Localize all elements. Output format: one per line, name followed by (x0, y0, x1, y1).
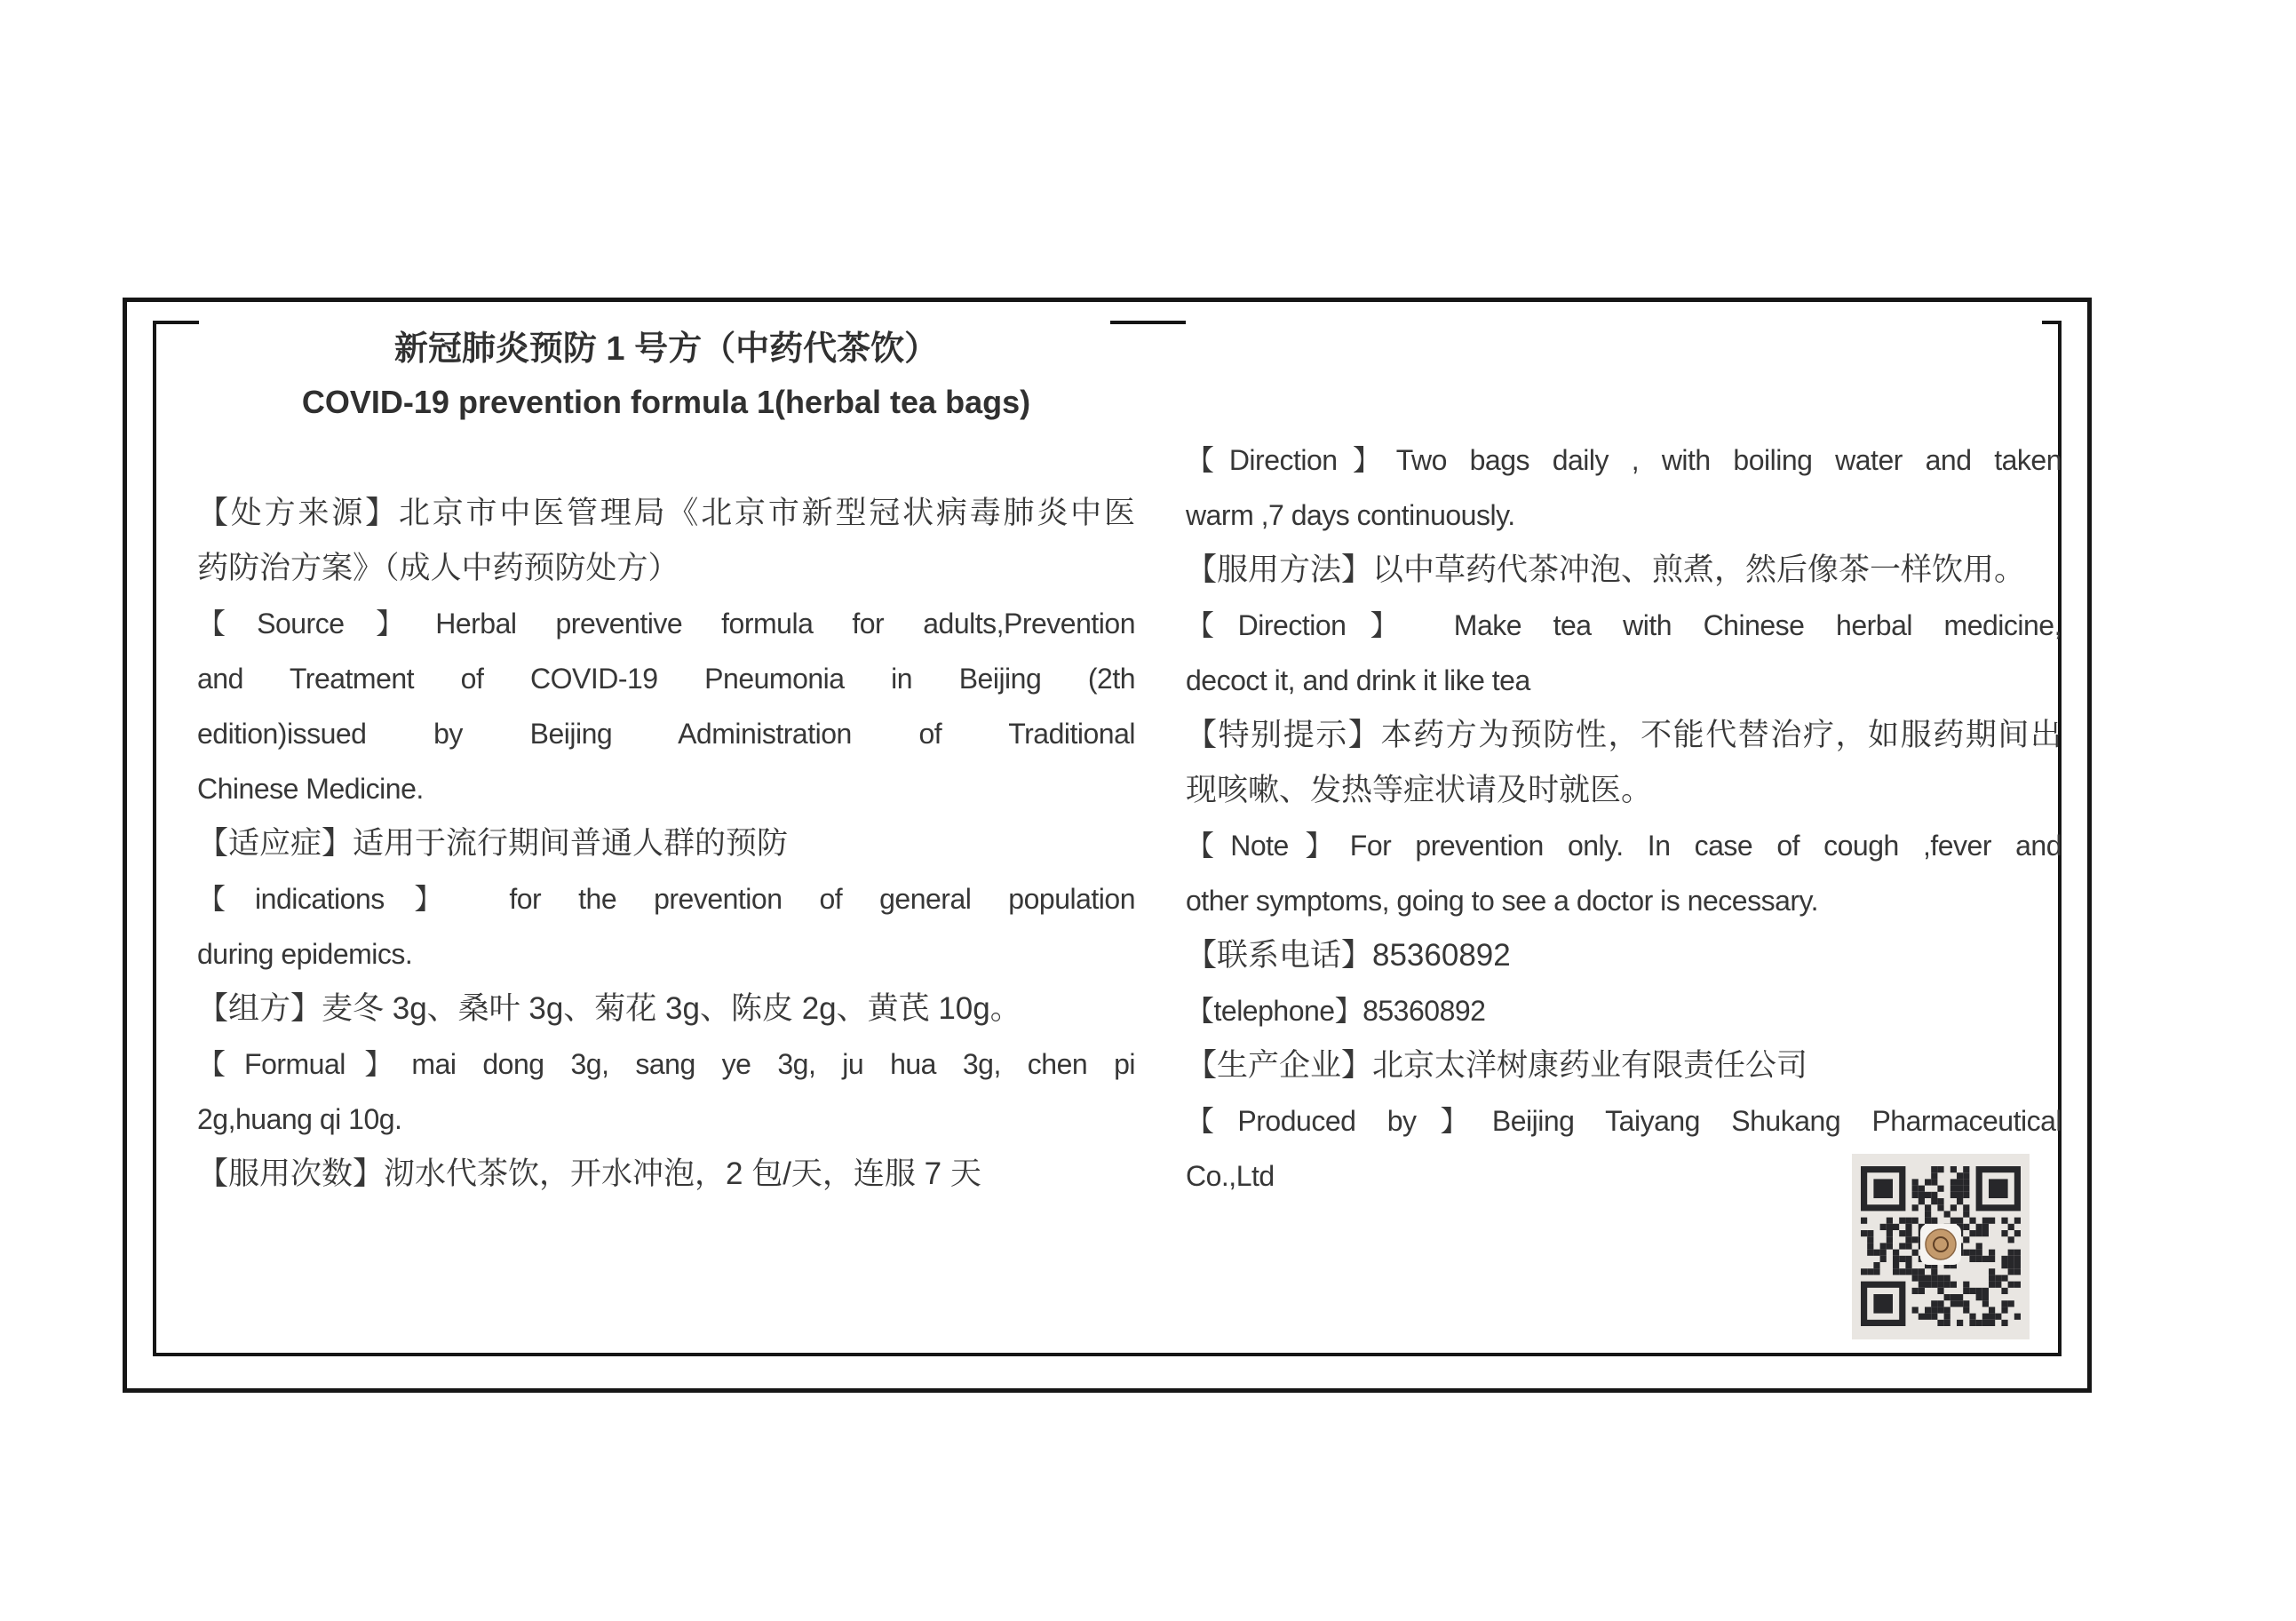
left-text-column (197, 486, 1135, 1202)
paragraph (197, 1037, 1135, 1147)
text-line: 【处方来源】北京市中医管理局《北京市新型冠状病毒肺炎中医 (197, 496, 1135, 530)
paragraph (1186, 543, 2062, 598)
qr-code-icon (1852, 1154, 2030, 1339)
text-line: 【Direction】Two bags daily , with boiling water and taken (1186, 444, 2062, 476)
right-text-column (1186, 433, 2062, 1204)
paragraph (197, 871, 1135, 981)
paragraph (197, 486, 1135, 596)
qr-code (1852, 1154, 2030, 1339)
text-line: and Treatment of COVID-19 Pneumonia in Beijing (2th (197, 663, 1135, 695)
text-line: warm ,7 days continuously. (1186, 499, 1515, 531)
paragraph (1186, 598, 2062, 708)
paragraph (197, 816, 1135, 871)
paragraph (197, 1147, 1135, 1202)
title-chinese: 新冠肺炎预防 1 号方（中药代茶饮） (393, 330, 939, 368)
text-line: 2g,huang qi 10g. (197, 1103, 402, 1135)
text-line: other symptoms, going to see a doctor is necessary. (1186, 885, 1819, 917)
text-line: during epidemics. (197, 938, 413, 970)
paragraph (1186, 983, 2062, 1038)
inner-frame-top-segment-right (2042, 321, 2062, 324)
text-line: 【特别提示】本药方为预防性，不能代替治疗，如服药期间出 (1186, 718, 2062, 752)
paragraph (1186, 928, 2062, 983)
text-line: 【Source】Herbal preventive formula for adults,Prevention (197, 608, 1135, 640)
title-block (197, 322, 1135, 429)
text-line: 【Note】For prevention only. In case of cough ,fever and (1186, 830, 2062, 862)
paragraph (197, 981, 1135, 1037)
text-line: 药防治方案》（成人中药预防处方） (197, 551, 679, 585)
text-line: 【生产企业】北京太洋树康药业有限责任公司 (1186, 1048, 1808, 1083)
title-english: COVID-19 prevention formula 1(herbal tea bags) (301, 384, 1031, 420)
text-line: 【Produced by】Beijing Taiyang Shukang Pharmaceutical (1186, 1105, 2062, 1137)
text-line: 【服用次数】沏水代茶饮，开水冲泡，2 包/天，连服 7 天 (197, 1156, 981, 1191)
text-line: 【适应症】适用于流行期间普通人群的预防 (197, 826, 789, 861)
paragraph (1186, 708, 2062, 818)
text-line: Co.,Ltd (1186, 1160, 1275, 1192)
text-line: 【Formual】mai dong 3g, sang ye 3g, ju hua 3g, chen pi (197, 1048, 1135, 1080)
text-line: 【Direction】 Make tea with Chinese herbal medicine, (1186, 609, 2062, 641)
text-line: 【组方】麦冬 3g、桑叶 3g、菊花 3g、陈皮 2g、黄芪 10g。 (197, 991, 1021, 1026)
paragraph (1186, 818, 2062, 928)
text-line: Chinese Medicine. (197, 773, 424, 805)
inner-frame-top-segment-left (153, 321, 199, 324)
text-line: 【indications】 for the prevention of general population (197, 883, 1135, 915)
paragraph (197, 596, 1135, 816)
text-line: 现咳嗽、发热等症状请及时就医。 (1186, 773, 1653, 807)
text-line: 【telephone】85360892 (1186, 995, 1486, 1027)
text-line: 【服用方法】以中草药代茶冲泡、煎煮，然后像茶一样饮用。 (1186, 552, 2026, 587)
text-line: 【联系电话】85360892 (1186, 938, 1511, 973)
text-line: edition)issued by Beijing Administration of Traditional (197, 718, 1135, 750)
text-line: decoct it, and drink it like tea (1186, 664, 1530, 696)
paragraph (1186, 1038, 2062, 1093)
paragraph (1186, 433, 2062, 543)
